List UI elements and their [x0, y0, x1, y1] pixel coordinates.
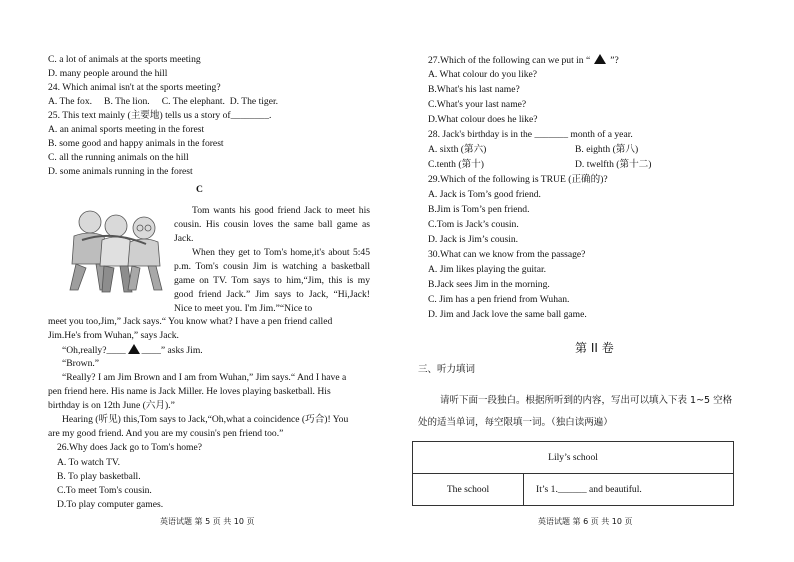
q30-option-c: C. Jim has a pen friend from Wuhan.: [428, 294, 570, 305]
q24-question: 24. Which animal isn't at the sports meeting?: [48, 82, 221, 93]
q30-option-b: B.Jack sees Jim in the morning.: [428, 279, 550, 290]
story-paragraph-5-line-1: “Really? I am Jim Brown and I am from Wuhan,” Jim says.“ And I have a: [62, 372, 347, 383]
table-title: Lily’s school: [413, 442, 734, 474]
q30-option-d: D. Jim and Jack love the same ball game.: [428, 309, 587, 320]
q26-option-b: B. To play basketball.: [57, 471, 141, 482]
q27-option-b: B.What's his last name?: [428, 84, 520, 95]
triangle-blank-icon: [594, 54, 606, 64]
q26-option-c: C.To meet Tom's cousin.: [57, 485, 152, 496]
story-paragraph-2-cont-1: meet you too,Jim,” Jack says.“ You know what? I have a pen friend called: [48, 316, 333, 327]
q24-options: A. The fox. B. The lion. C. The elephant. D. The tiger.: [48, 96, 279, 107]
table-row-label: The school: [413, 474, 524, 506]
q25-option-a: A. an animal sports meeting in the forest: [48, 124, 205, 135]
q25-question: 25. This text mainly (主要地) tells us a story of________.: [48, 110, 272, 121]
q27-option-a: A. What colour do you like?: [428, 69, 538, 80]
instruction-line-1: 请听下面一段独白。根据所听到的内容，写出可以填入下表 1~5 空格: [440, 395, 733, 406]
right-page-footer: 英语试题 第 6 页 共 10 页: [538, 517, 633, 526]
q27-question: [428, 54, 619, 67]
story-paragraph-3: [62, 344, 203, 357]
q25-option-b: B. some good and happy animals in the forest: [48, 138, 224, 149]
q29-option-c: C.Tom is Jack’s cousin.: [428, 219, 519, 230]
q27-text-end: ”?: [610, 55, 619, 66]
listening-table: [412, 441, 734, 506]
q23-option-d: D. many people around the hill: [48, 68, 168, 79]
part-two-title: 第 II 卷: [575, 341, 614, 355]
q28-option-a: A. sixth (第六): [428, 144, 487, 155]
triangle-blank-icon: [128, 344, 140, 354]
q26-option-a: A. To watch TV.: [57, 457, 121, 468]
story-paragraph-2-cont-2: Jim.He's from Wuhan,” says Jack.: [48, 330, 179, 341]
q25-option-c: C. all the running animals on the hill: [48, 152, 189, 163]
section-c-heading: C: [196, 184, 203, 195]
three-boys-illustration: [62, 200, 170, 302]
q30-question: 30.What can we know from the passage?: [428, 249, 586, 260]
q29-option-b: B.Jim is Tom’s pen friend.: [428, 204, 530, 215]
story-paragraph-5-line-3: birthday is on 12th June (六月).”: [48, 400, 175, 411]
story-paragraph-1: Tom wants his good friend Jack to meet his cousin. His cousin loves the same ball game as Jack.: [174, 205, 370, 244]
q26-option-d: D.To play computer games.: [57, 499, 164, 510]
q26-question: 26.Why does Jack go to Tom's home?: [57, 442, 203, 453]
blank-after: ____” asks Jim.: [141, 345, 203, 356]
q28-option-b: B. eighth (第八): [575, 144, 639, 155]
instruction-line-2: 处的适当单词，每空限填一词。（独白读两遍）: [418, 417, 613, 428]
q29-option-d: D. Jack is Jim’s cousin.: [428, 234, 519, 245]
story-paragraph-2: When they get to Tom's home,it's about 5:45 p.m. Tom's cousin Jim is watching a basketball game on TV. Tom says to him,“Jim, this is my good friend Jack.” Jim says to Jack, “Hi,Jack! Nice to meet you. I'm Jim.”“Nice to: [174, 247, 370, 314]
q27-option-c: C.What's your last name?: [428, 99, 527, 110]
story-paragraph-4: “Brown.”: [62, 358, 100, 369]
section-three-heading: 三、听力填词: [418, 364, 476, 375]
q29-option-a: A. Jack is Tom’s good friend.: [428, 189, 541, 200]
q28-option-d: D. twelfth (第十二): [575, 159, 652, 170]
q28-question: 28. Jack's birthday is in the _______ month of a year.: [428, 129, 633, 140]
story-paragraph-6-line-2: are my good friend. And you are my cousin's pen friend too.”: [48, 428, 284, 439]
q23-option-c: C. a lot of animals at the sports meeting: [48, 54, 201, 65]
q25-option-d: D. some animals running in the forest: [48, 166, 193, 177]
blank-before: “Oh,really?____: [62, 345, 126, 356]
q27-option-d: D.What colour does he like?: [428, 114, 538, 125]
q29-question: 29.Which of the following is TRUE (正确的)?: [428, 174, 608, 185]
story-paragraph-5-line-2: pen friend here. His name is Jack Miller. He loves playing basketball. His: [48, 386, 331, 397]
left-page-footer: 英语试题 第 5 页 共 10 页: [160, 517, 255, 526]
story-paragraph-6-line-1: Hearing (听见) this,Tom says to Jack,“Oh,what a coincidence (巧合)! You: [62, 414, 349, 425]
table-row-value: It’s 1.______ and beautiful.: [524, 474, 734, 506]
q27-text: 27.Which of the following can we put in “: [428, 55, 591, 66]
q30-option-a: A. Jim likes playing the guitar.: [428, 264, 547, 275]
q28-option-c: C.tenth (第十): [428, 159, 484, 170]
